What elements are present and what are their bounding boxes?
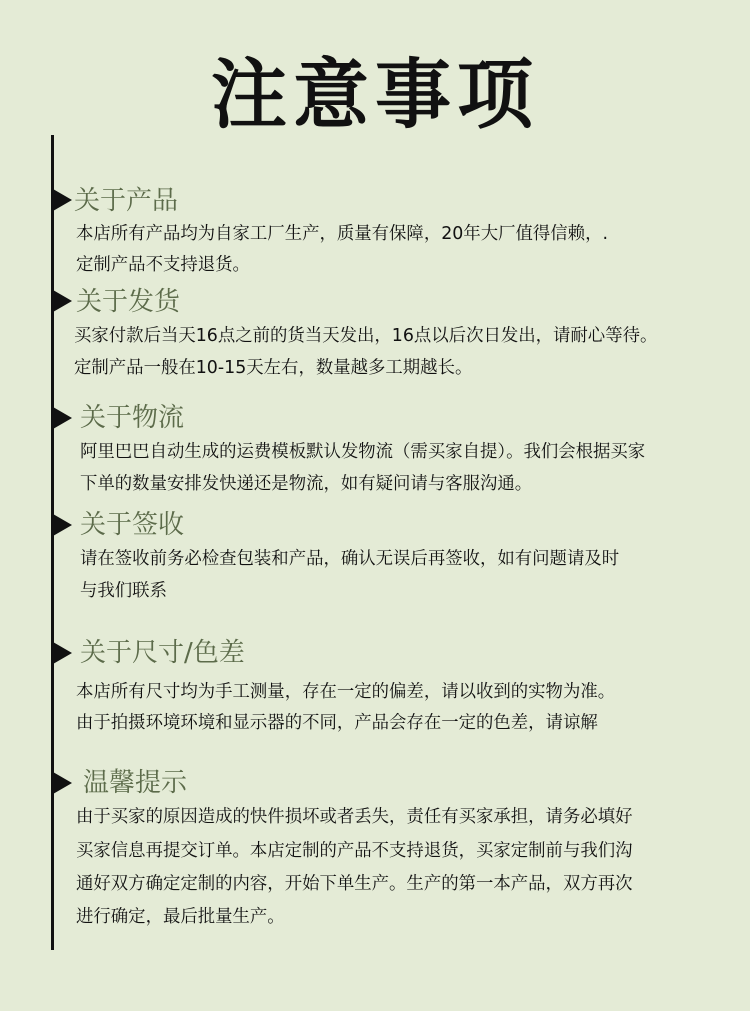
section-line: 进行确定，最后批量生产。 <box>76 907 285 927</box>
section-heading-logistics: 关于物流 <box>80 403 185 433</box>
section-heading-receipt: 关于签收 <box>80 510 185 540</box>
bullet-arrow-icon <box>53 772 72 794</box>
section-line: 买家付款后当天16点之前的货当天发出，16点以后次日发出，请耐心等待。 <box>74 326 658 346</box>
section-heading-size-color: 关于尺寸/色差 <box>80 638 245 668</box>
section-line: 定制产品不支持退货。 <box>76 255 250 275</box>
section-line: 本店所有尺寸均为手工测量，存在一定的偏差，请以收到的实物为准。 <box>76 682 616 702</box>
section-line: 定制产品一般在10-15天左右，数量越多工期越长。 <box>74 358 473 378</box>
section-heading-tips: 温馨提示 <box>83 768 188 798</box>
section-line: 由于买家的原因造成的快件损坏或者丢失，责任有买家承担，请务必填好 <box>76 807 633 827</box>
section-line: 与我们联系 <box>80 581 167 601</box>
timeline-divider <box>51 135 54 950</box>
bullet-arrow-icon <box>53 514 72 536</box>
section-line: 下单的数量安排发快递还是物流，如有疑问请与客服沟通。 <box>80 474 533 494</box>
bullet-arrow-icon <box>53 407 72 429</box>
bullet-arrow-icon <box>53 189 72 211</box>
bullet-arrow-icon <box>53 290 72 312</box>
section-heading-shipping: 关于发货 <box>76 287 181 317</box>
section-line: 由于拍摄环境环境和显示器的不同，产品会存在一定的色差，请谅解 <box>76 713 598 733</box>
bullet-arrow-icon <box>53 642 72 664</box>
section-heading-product: 关于产品 <box>74 186 179 216</box>
section-line: 买家信息再提交订单。本店定制的产品不支持退货，买家定制前与我们沟 <box>76 841 633 861</box>
section-line: 通好双方确定定制的内容，开始下单生产。生产的第一本产品，双方再次 <box>76 874 633 894</box>
page-title: 注意事项 <box>211 50 539 139</box>
section-line: 请在签收前务必检查包装和产品，确认无误后再签收，如有问题请及时 <box>80 549 620 569</box>
section-line: 本店所有产品均为自家工厂生产，质量有保障，20年大厂值得信赖，. <box>76 224 608 244</box>
section-line: 阿里巴巴自动生成的运费模板默认发物流（需买家自提）。我们会根据买家 <box>80 442 646 462</box>
